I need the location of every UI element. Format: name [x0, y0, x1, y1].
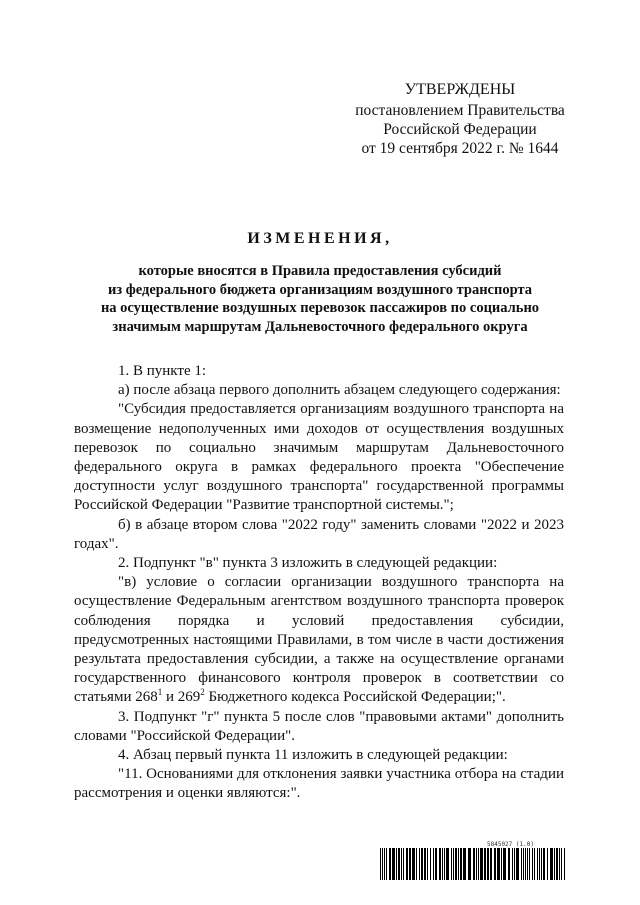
paragraph-2: а) после абзаца первого дополнить абзацем следующего содержания:	[118, 382, 561, 399]
document-body	[74, 362, 564, 804]
approved-heading: УТВЕРЖДЕНЫ	[404, 81, 516, 98]
paragraph-6	[74, 573, 564, 707]
paragraph-7: 3. Подпункт "г" пункта 5 после слов "правовыми актами" дополнить словами "Российской Федерации".	[74, 708, 564, 744]
paragraph-4: б) в абзаце втором слова "2022 году" заменить словами "2022 и 2023 годах".	[74, 516, 564, 552]
paragraph-6-text-c: Бюджетного кодекса Российской Федерации;".	[204, 689, 506, 706]
approval-line-2: Российской Федерации	[383, 121, 537, 138]
document-title	[60, 230, 580, 336]
paragraph-5: 2. Подпункт "в" пункта 3 изложить в следующей редакции:	[118, 555, 498, 572]
title-main: ИЗМЕНЕНИЯ,	[247, 230, 393, 247]
barcode-number: 5845027 (1.0)	[487, 841, 534, 848]
paragraph-6-text-b: и 269	[162, 689, 201, 706]
paragraph-1: 1. В пункте 1:	[118, 363, 207, 379]
title-sub-2: из федерального бюджета организациям воздушного транспорта	[107, 281, 533, 298]
barcode-image	[380, 848, 566, 880]
approval-line-3: от 19 сентября 2022 г. № 1644	[361, 140, 559, 157]
approval-line-1: постановлением Правительства	[355, 102, 565, 119]
approval-block	[340, 80, 580, 158]
paragraph-6-text-a: "в) условие о согласии организации воздушного транспорта на осуществление Федеральным агентством воздушного транспорта проверок соблюдения порядка и условий предоставления субсидии, предусмотренных настоящими Правилами, в том числе в части достижения результата предоставления субсидии, а также на осуществление органами государственного финансового контроля проверок в соответствии со статьями 268	[74, 574, 564, 706]
paragraph-9: "11. Основаниями для отклонения заявки участника отбора на стадии рассмотрения и оценки являются:".	[74, 766, 564, 802]
superscript-2: 2	[200, 687, 205, 698]
paragraph-3: "Субсидия предоставляется организациям воздушного транспорта на возмещение недополученных ими доходов от осуществления воздушных перевозок по социально значимым маршрутам Дальневосточного федерального округа в рамках федерального проекта "Обеспечение доступности услуг воздушного транспорта" государственной программы Российской Федерации "Развитие транспортной системы.";	[74, 401, 564, 514]
title-sub-4: значимым маршрутам Дальневосточного федерального округа	[112, 318, 528, 335]
title-sub-1: которые вносятся в Правила предоставления субсидий	[138, 263, 502, 279]
paragraph-8: 4. Абзац первый пункта 11 изложить в следующей редакции:	[118, 747, 508, 764]
title-sub-3: на осуществление воздушных перевозок пассажиров по социально	[100, 300, 540, 316]
superscript-1: 1	[157, 687, 163, 698]
